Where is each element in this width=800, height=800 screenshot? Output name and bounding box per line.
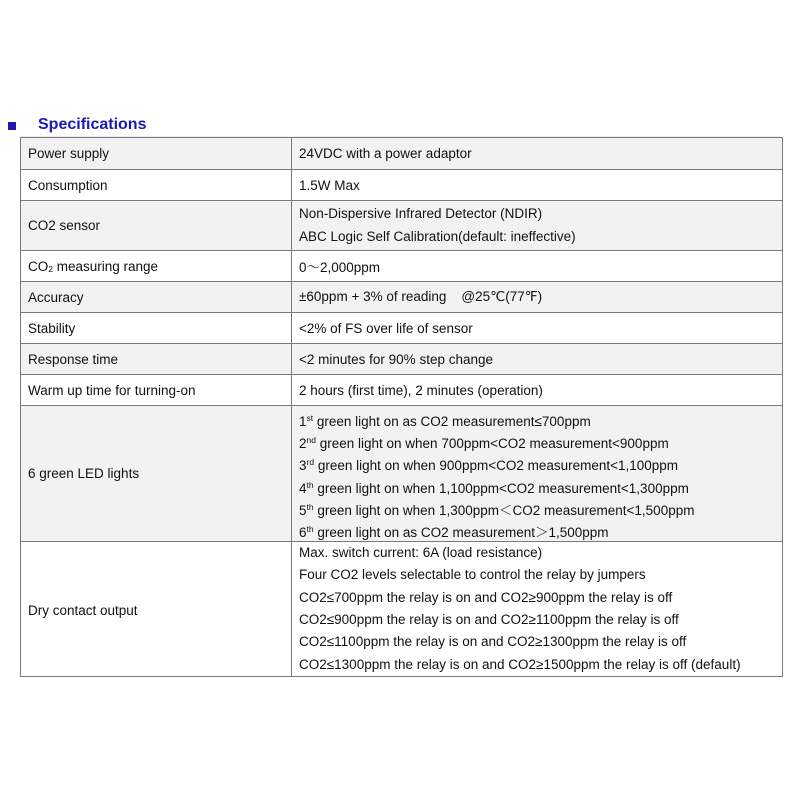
table-row bbox=[21, 201, 783, 251]
spec-value bbox=[292, 542, 783, 677]
section-title: Specifications bbox=[38, 116, 147, 133]
spec-value bbox=[292, 201, 783, 251]
led-line: 6th green light on as CO2 measurement＞1,500ppm bbox=[299, 524, 609, 541]
spec-value: 24VDC with a power adaptor bbox=[292, 138, 783, 170]
spec-value: 0～2,000ppm bbox=[292, 251, 783, 282]
led-line: 1st green light on as CO2 measurement≤700ppm bbox=[299, 412, 591, 429]
spec-value-line: CO2≤1300ppm the relay is on and CO2≥1500ppm the relay is off (default) bbox=[299, 656, 741, 672]
table-row bbox=[21, 170, 783, 201]
table-row bbox=[21, 344, 783, 375]
spec-value-line: CO2≤700ppm the relay is on and CO2≥900ppm the relay is off bbox=[299, 589, 673, 605]
spec-label: CO2 sensor bbox=[21, 201, 292, 251]
spec-label: Power supply bbox=[21, 138, 292, 170]
spec-label: Accuracy bbox=[21, 282, 292, 313]
spec-label: Consumption bbox=[21, 170, 292, 201]
spec-value-line: Max. switch current: 6A (load resistance) bbox=[299, 545, 543, 561]
table-row bbox=[21, 375, 783, 406]
led-line: 4th green light on when 1,100ppm<CO2 measurement<1,300ppm bbox=[299, 479, 689, 496]
spec-value-line: CO2≤1100ppm the relay is on and CO2≥1300ppm the relay is off bbox=[299, 634, 687, 650]
spec-label: Dry contact output bbox=[21, 542, 292, 677]
table-row bbox=[21, 251, 783, 282]
led-line: 5th green light on when 1,300ppm＜CO2 measurement<1,500ppm bbox=[299, 501, 695, 518]
spec-value: <2 minutes for 90% step change bbox=[292, 344, 783, 375]
table-row bbox=[21, 406, 783, 542]
spec-label: Warm up time for turning-on bbox=[21, 375, 292, 406]
led-line: 2nd green light on when 700ppm<CO2 measurement<900ppm bbox=[299, 434, 669, 451]
spec-label: Response time bbox=[21, 344, 292, 375]
spec-value-line: CO2≤900ppm the relay is on and CO2≥1100ppm the relay is off bbox=[299, 612, 679, 627]
spec-value-line: ABC Logic Self Calibration(default: ineffective) bbox=[299, 228, 576, 244]
table-row bbox=[21, 542, 783, 677]
section-heading bbox=[8, 114, 146, 136]
spec-label: $CO_2$ measuring range bbox=[21, 251, 292, 282]
table-row bbox=[21, 282, 783, 313]
table-row bbox=[21, 138, 783, 170]
spec-value-line: Non-Dispersive Infrared Detector (NDIR) bbox=[299, 206, 543, 222]
spec-value: 2 hours (first time), 2 minutes (operation) bbox=[292, 375, 783, 406]
spec-value-line: Four CO2 levels selectable to control the relay by jumpers bbox=[299, 567, 646, 583]
spec-label: Stability bbox=[21, 313, 292, 344]
spec-value: <2% of FS over life of sensor bbox=[292, 313, 783, 344]
square-bullet-icon bbox=[8, 122, 16, 130]
spec-value bbox=[292, 406, 783, 542]
spec-value: 1.5W Max bbox=[292, 170, 783, 201]
specifications-table bbox=[20, 137, 783, 677]
table-row bbox=[21, 313, 783, 344]
spec-label: 6 green LED lights bbox=[21, 406, 292, 542]
led-line: 3rd green light on when 900ppm<CO2 measurement<1,100ppm bbox=[299, 457, 679, 474]
spec-value: ±60ppm + 3% of reading @25℃(77℉) bbox=[292, 282, 783, 313]
